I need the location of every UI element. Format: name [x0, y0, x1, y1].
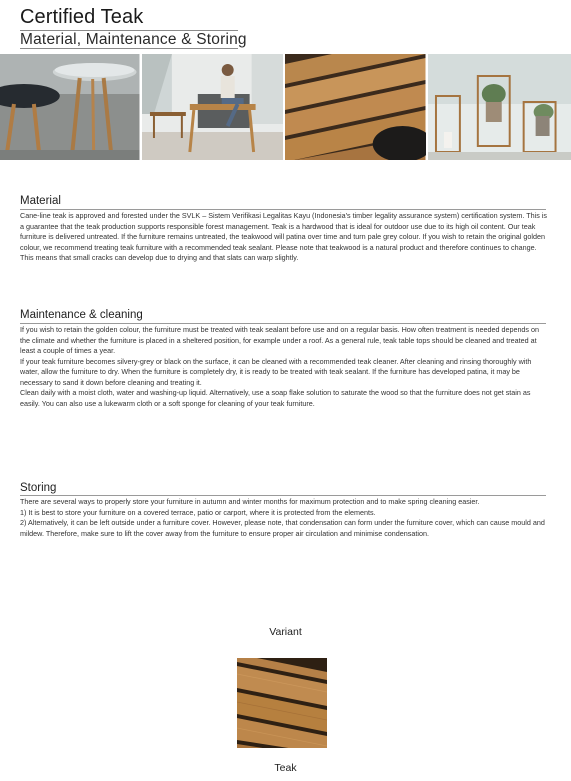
storing-paragraph: 1) It is best to store your furniture on a covered terrace, patio or carport, where it is protected from the elements.: [20, 507, 376, 517]
banner-photo-teak-slats: [285, 54, 426, 160]
storing-text: [20, 497, 548, 539]
storing-heading: Storing: [20, 482, 57, 494]
banner-photo-lounge-chair: [142, 54, 284, 160]
banner-photo-lanterns: [428, 54, 571, 160]
material-text: [20, 211, 548, 264]
storing-divider: [20, 495, 546, 496]
banner-photo-tables: [0, 54, 140, 160]
variant-teak-label: Teak: [274, 762, 297, 774]
maintenance-paragraph: If you wish to retain the golden colour, the furniture must be treated with teak sealant before use and on a regular basis. How often treatment is needed depends on the climate and whether the furniture is placed in a sheltered position, for example under a roof. As a general rule, teak table tops should be cleaned and treated at least a couple of times a year.: [20, 325, 540, 355]
maintenance-paragraph: If your teak furniture becomes silvery-grey or black on the surface, it can be cleaned with a recommended teak cleaner. After cleaning and rinsing thoroughly with water, allow the furniture to dry. When the furniture is completely dry, it is ready to be treated with teak sealant. If the furniture has developed patina, it may be necessary to sand it down before cleaning and treating it.: [20, 356, 532, 387]
maintenance-paragraph: Clean daily with a moist cloth, water and washing-up liquid. Alternatively, use a soap flake solution to saturate the wood so that the furniture does not get stain as easily. You can also use a lukewarm cloth or a soft sponge for cleaning of your teak furniture.: [20, 388, 531, 408]
page-title: Certified Teak: [20, 6, 144, 28]
photo-banner: [0, 54, 571, 160]
storing-paragraph: 2) Alternatively, it can be left outside under a furniture cover. However, please note, that condensation can form under the furniture cover, which can cause mould and mildew. Therefore, make sure to lift the cover away from the furniture to ensure proper air circulation and minimise condensation.: [20, 518, 545, 538]
maintenance-heading: Maintenance & cleaning: [20, 309, 143, 321]
material-paragraph: Cane-line teak is approved and forested under the SVLK – Sistem Verifikasi Legalitas Kayu (Indonesia's timber legality assurance system) certification system. This is a guarantee that the teak production supports responsible forest management. Teak is a hardwood that is ideal for outdoor use due to its high oil content. Our teak furniture is delivered untreated. If the furniture remains untreated, the teakwood will patina over time and turn pale grey colour. If you wish to retain the original golden colour, we recommend treating teak furniture with a recommended teak sealant. Please note that teakwood is a natural product and therefore continues to change. This means that small cracks can develop due to drying and that slats can warp slightly.: [20, 211, 547, 262]
teak-swatch: [237, 658, 327, 748]
page-subtitle: Material, Maintenance & Storing: [20, 31, 247, 48]
material-divider: [20, 209, 546, 210]
storing-paragraph: There are several ways to properly store your furniture in autumn and winter months for maximum protection and to make spring cleaning easier.: [20, 497, 480, 506]
maintenance-divider: [20, 323, 546, 324]
maintenance-text: [20, 325, 548, 409]
material-heading: Material: [20, 195, 61, 207]
subtitle-divider: [20, 48, 238, 49]
variant-heading: Variant: [269, 626, 302, 638]
